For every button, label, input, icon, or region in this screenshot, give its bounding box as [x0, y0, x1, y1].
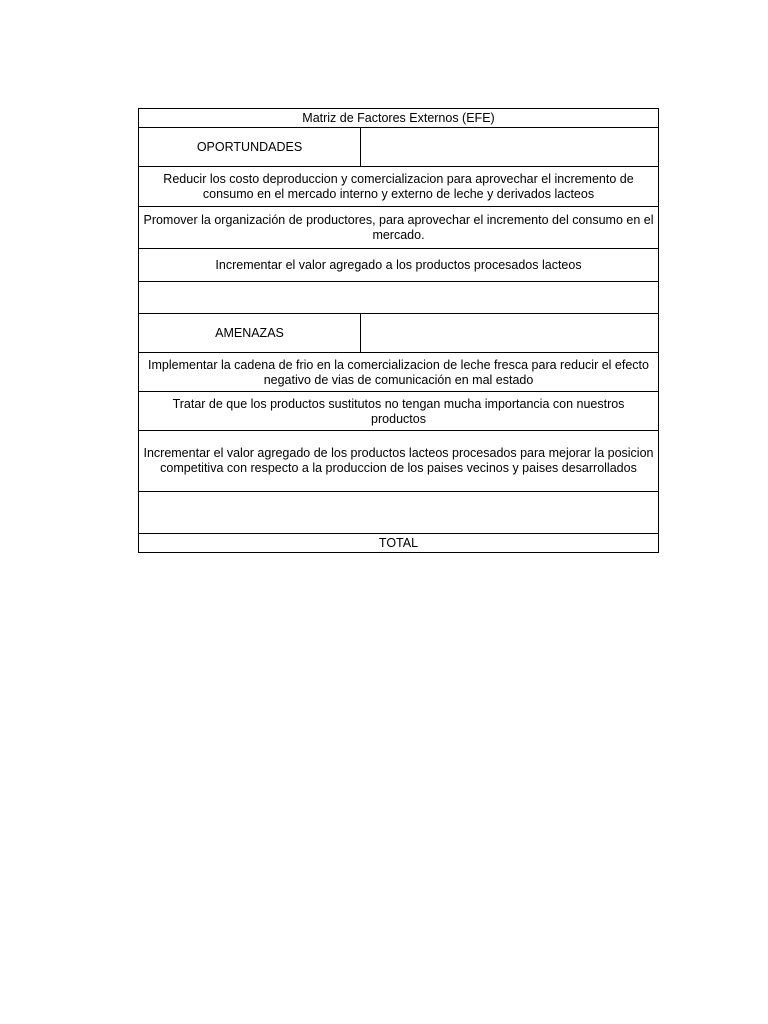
threat-empty-row: [138, 491, 659, 534]
opportunity-item: Promover la organización de productores, para aprovechar el incremento del consumo en el mercado.: [138, 206, 659, 249]
opportunities-header: OPORTUNDADES: [138, 127, 361, 167]
threat-item: Tratar de que los productos sustitutos no tengan mucha importancia con nuestros productos: [138, 391, 659, 431]
total-row: TOTAL: [138, 533, 659, 553]
threats-header-blank: [360, 313, 659, 353]
matrix-title: Matriz de Factores Externos (EFE): [138, 108, 659, 128]
threat-item: Incrementar el valor agregado de los productos lacteos procesados para mejorar la posicion competitiva con respecto a la produccion de los paises vecinos y paises desarrollados: [138, 430, 659, 492]
opportunity-item: Reducir los costo deproduccion y comercializacion para aprovechar el incremento de consumo en el mercado interno y externo de leche y derivados lacteos: [138, 166, 659, 207]
opportunity-item: Incrementar el valor agregado a los productos procesados lacteos: [138, 248, 659, 282]
opportunity-empty-row: [138, 281, 659, 314]
opportunities-header-blank: [360, 127, 659, 167]
threats-header: AMENAZAS: [138, 313, 361, 353]
threat-item: Implementar la cadena de frio en la comercializacion de leche fresca para reducir el efecto negativo de vias de comunicación en mal estado: [138, 352, 659, 392]
